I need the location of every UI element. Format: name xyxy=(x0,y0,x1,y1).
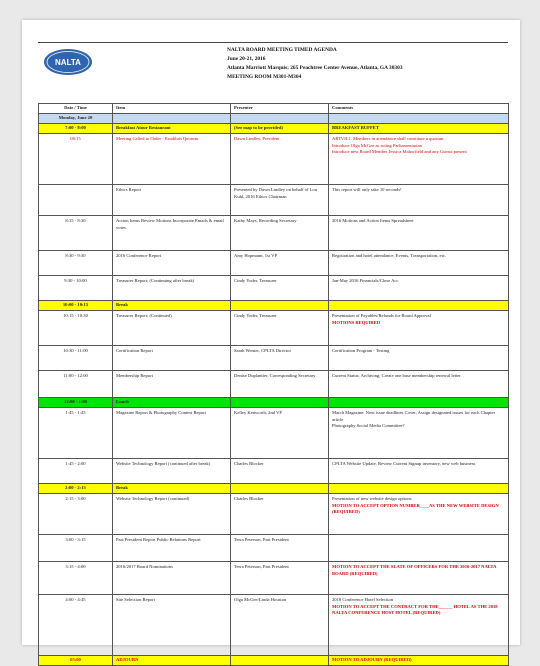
agenda-row xyxy=(39,216,509,251)
agenda-comments xyxy=(329,276,509,301)
agenda-presenter: Terra Peterson, Past President xyxy=(231,535,329,562)
svg-text:NALTA: NALTA xyxy=(55,58,81,67)
agenda-presenter: Presented by Dawn Lindley on behalf of Lou Kuhl, 2016 Ethics Chairman xyxy=(231,185,329,216)
agenda-time: 3:15 - 4:00 xyxy=(39,562,113,595)
agenda-row xyxy=(39,311,509,346)
agenda-presenter: Cindy Yoder, Treasurer xyxy=(231,311,329,346)
comment-line: Certification Program - Testing xyxy=(332,348,390,353)
comment-line: March Magazine: Next issue deadlines Cover, Assign designated issues for each Chapter article xyxy=(332,410,496,422)
col-header-comments: Comments xyxy=(329,104,509,114)
highlight-row xyxy=(39,484,509,494)
agenda-comments xyxy=(329,124,509,134)
column-header-row xyxy=(39,104,509,114)
agenda-time: 1:45 - 2:00 xyxy=(39,459,113,484)
comment-line: MOTION TO ACCEPT OPTION NUMBER____AS THE NEW WEBSITE DESIGN (REQUIRED) xyxy=(332,502,499,515)
agenda-row xyxy=(39,459,509,484)
highlight-row xyxy=(39,301,509,311)
agenda-comments xyxy=(329,185,509,216)
agenda-title: NALTA BOARD MEETING TIMED AGENDA xyxy=(227,47,337,53)
comment-line: MOTION TO ACCEPT THE SLATE OF OFFICERS FOR THE 2016-2017 NALTA BOARD (REQUIRED) xyxy=(332,564,497,576)
agenda-time: 1:45 - 1:45 xyxy=(39,408,113,459)
agenda-row xyxy=(39,346,509,371)
comment-line: MOTION TO ACCEPT THE CONTRACT FOR THE______ HOTEL AS THE 2018 NALTA CONFERENCE HOST HOTEL (REQUIRED) xyxy=(332,603,498,616)
agenda-time: 05:00 xyxy=(39,656,113,666)
agenda-time: 10:15 - 10:30 xyxy=(39,311,113,346)
agenda-row xyxy=(39,562,509,595)
day-header-row xyxy=(39,114,509,124)
comment-line: 2018 Conference Hotel Selection xyxy=(332,597,394,602)
agenda-time: 2:15 - 3:00 xyxy=(39,494,113,535)
agenda-presenter: Olga McGee/Linda Houston xyxy=(231,595,329,656)
agenda-item: ADJOURN xyxy=(113,656,231,666)
agenda-time: 11:00 - 12:00 xyxy=(39,371,113,398)
agenda-presenter xyxy=(231,656,329,666)
agenda-presenter xyxy=(231,301,329,311)
agenda-title-block xyxy=(227,46,403,82)
comment-line: Introduce Olga McGee as acting Parliamentarian xyxy=(332,142,422,148)
agenda-header xyxy=(38,42,508,103)
agenda-item: Magazine Report & Photography Contest Report xyxy=(113,408,231,459)
agenda-time: 10:00 - 10:15 xyxy=(39,301,113,311)
agenda-row xyxy=(39,408,509,459)
agenda-item: Past President Report Public Relations Report xyxy=(113,535,231,562)
agenda-item: 2016 Conference Report xyxy=(113,251,231,276)
agenda-row xyxy=(39,185,509,216)
agenda-comments xyxy=(329,346,509,371)
highlight-row xyxy=(39,398,509,408)
agenda-row xyxy=(39,276,509,301)
agenda-row xyxy=(39,134,509,185)
agenda-time: 10:30 - 11:00 xyxy=(39,346,113,371)
agenda-item: Membership Report xyxy=(113,371,231,398)
agenda-item: Action Items Review Motions Incorporate Emails & email votes xyxy=(113,216,231,251)
agenda-row xyxy=(39,371,509,398)
comment-line: MOTIONS REQUIRED xyxy=(332,319,381,325)
agenda-row xyxy=(39,595,509,656)
comment-line: Presentation of Payables/Refunds for Board Approval xyxy=(332,313,431,318)
agenda-presenter xyxy=(231,398,329,408)
agenda-comments xyxy=(329,216,509,251)
col-header-item: Item xyxy=(113,104,231,114)
agenda-table xyxy=(38,103,509,666)
agenda-item: Treasurer Report; (Continuing after break) xyxy=(113,276,231,301)
agenda-presenter: Denise Duplantier, Corresponding Secretary xyxy=(231,371,329,398)
agenda-time: 4:00 - 4:45 xyxy=(39,595,113,656)
agenda-comments xyxy=(329,251,509,276)
agenda-presenter: Sarah Werner, CPLTA Director xyxy=(231,346,329,371)
comment-line: MOTION TO ADJOURN (REQUIRED) xyxy=(332,657,412,662)
agenda-item xyxy=(113,114,231,124)
agenda-presenter: Kelley Kenworth, 2nd VP xyxy=(231,408,329,459)
agenda-row xyxy=(39,494,509,535)
agenda-time: 3:00 - 3:15 xyxy=(39,535,113,562)
agenda-item: Site Selection Report xyxy=(113,595,231,656)
agenda-presenter: Kathy Mays, Recording Secretary xyxy=(231,216,329,251)
agenda-time: 9:30 - 10:00 xyxy=(39,276,113,301)
agenda-item: Lunch xyxy=(113,398,231,408)
agenda-location: Atlanta Marriott Marquis; 265 Peachtree Center Avenue, Atlanta, GA 30303 xyxy=(227,65,403,71)
agenda-presenter: Cindy Yoder, Treasurer xyxy=(231,276,329,301)
agenda-item: Treasurer Report; (Continued) xyxy=(113,311,231,346)
comment-line: BREAKFAST BUFFET xyxy=(332,125,379,130)
agenda-item: 2016/2017 Board Nominations xyxy=(113,562,231,595)
comment-line: Introduce new Board Member Jessica Mahorfield and any Guests present xyxy=(332,149,467,155)
agenda-comments xyxy=(329,398,509,408)
agenda-row xyxy=(39,535,509,562)
agenda-comments xyxy=(329,408,509,459)
comment-line: CPLTA Website Update, Review Current Signup inventory, new web business xyxy=(332,461,476,466)
comment-line: Current Status; Archiving; Create one base membership renewal letter xyxy=(332,373,461,378)
agenda-item: Ethics Report xyxy=(113,185,231,216)
agenda-presenter: (See map to be provided) xyxy=(231,124,329,134)
agenda-comments xyxy=(329,484,509,494)
highlight-row xyxy=(39,124,509,134)
agenda-comments xyxy=(329,134,509,185)
comment-line: ARTVII.1. Members in attendance shall constitute a quorum xyxy=(332,136,444,141)
document-page xyxy=(22,20,520,662)
agenda-presenter: Charles Blocker xyxy=(231,459,329,484)
agenda-sheet xyxy=(38,42,508,666)
agenda-item: Website Technology Report (continued) xyxy=(113,494,231,535)
comment-line: This report will only take 10 seconds! xyxy=(332,187,402,192)
comment-line: 2016 Motions and Action Items Spreadsheet xyxy=(332,218,414,223)
agenda-item: Break xyxy=(113,301,231,311)
agenda-time xyxy=(39,185,113,216)
agenda-time: 8:30 - 9:30 xyxy=(39,251,113,276)
agenda-comments xyxy=(329,301,509,311)
comment-line: Registration and hotel attendance, Events, Transportation, etc. xyxy=(332,253,447,258)
agenda-comments xyxy=(329,311,509,346)
agenda-presenter: Terra Peterson, Past President xyxy=(231,562,329,595)
agenda-comments xyxy=(329,114,509,124)
agenda-time: Monday, June 20 xyxy=(39,114,113,124)
comment-line: Photography Social Media Committee? xyxy=(332,423,405,429)
agenda-comments xyxy=(329,656,509,666)
col-header-presenter: Presenter xyxy=(231,104,329,114)
agenda-item: Meeting Called to Order - Establish Quorum xyxy=(113,134,231,185)
agenda-item: Certification Report xyxy=(113,346,231,371)
agenda-presenter: Amy Hopmann, 1st VP xyxy=(231,251,329,276)
agenda-comments xyxy=(329,562,509,595)
agenda-time: 12:00 - 1:00 xyxy=(39,398,113,408)
agenda-time: 8:15 - 8:30 xyxy=(39,216,113,251)
agenda-presenter xyxy=(231,114,329,124)
highlight-row xyxy=(39,656,509,666)
agenda-row xyxy=(39,251,509,276)
agenda-item: Website Technology Report (continued after break) xyxy=(113,459,231,484)
col-header-time: Date / Time xyxy=(39,104,113,114)
agenda-presenter: Dawn Lindley, President xyxy=(231,134,329,185)
nalta-logo-icon xyxy=(40,47,98,77)
agenda-presenter xyxy=(231,484,329,494)
agenda-item: Break xyxy=(113,484,231,494)
agenda-comments xyxy=(329,494,509,535)
comment-line: Presentation of new website design options xyxy=(332,496,412,501)
agenda-time: 08:15 xyxy=(39,134,113,185)
agenda-item: Breakfast Atour Restaurant xyxy=(113,124,231,134)
agenda-time: 7:00 - 8:00 xyxy=(39,124,113,134)
agenda-time: 2:00 - 2:15 xyxy=(39,484,113,494)
agenda-comments xyxy=(329,535,509,562)
agenda-presenter: Charles Blocker xyxy=(231,494,329,535)
agenda-comments xyxy=(329,371,509,398)
agenda-dates: June 20-21, 2016 xyxy=(227,56,266,62)
agenda-comments xyxy=(329,595,509,656)
agenda-comments xyxy=(329,459,509,484)
agenda-room: MEETING ROOM M301-M304 xyxy=(227,74,302,80)
comment-line: Jan-May 2016 Financials/Close Acc xyxy=(332,278,399,283)
